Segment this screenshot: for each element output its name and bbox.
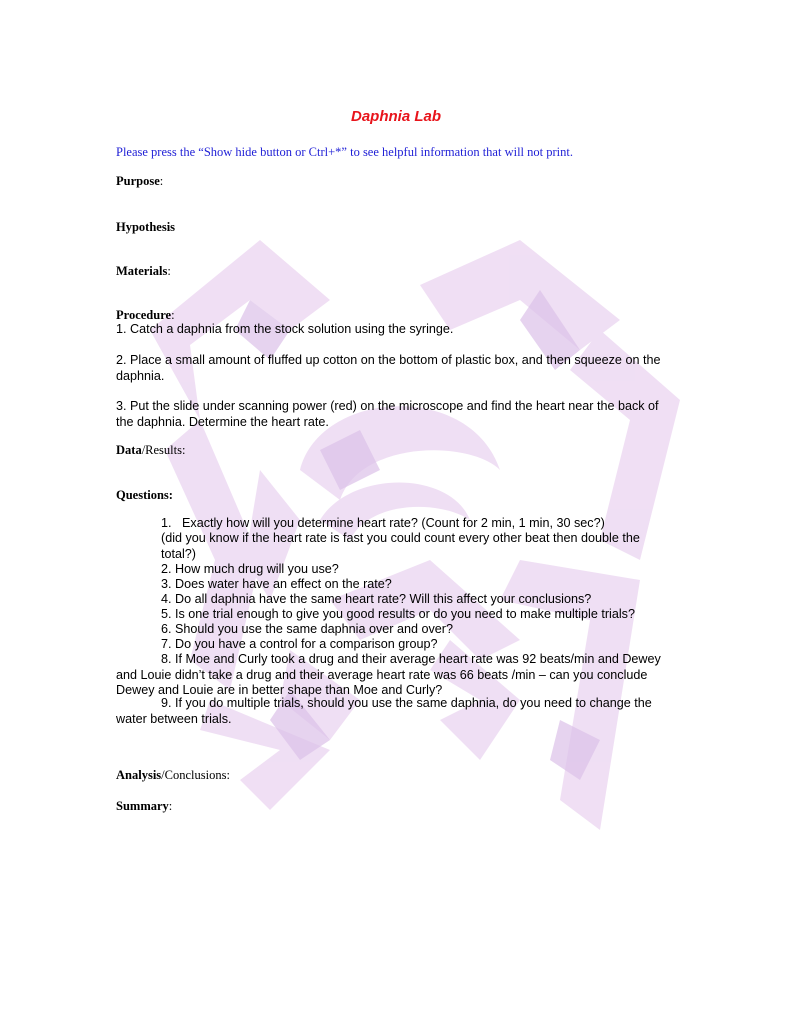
question-item: 9. If you do multiple trials, should you use the same daphnia, do you need to change the water between trials. — [116, 696, 652, 726]
data-results-heading — [116, 443, 185, 458]
question-item: 3. Does water have an effect on the rate? — [161, 577, 392, 591]
procedure-heading — [116, 308, 175, 323]
data-label: Data — [116, 443, 142, 457]
questions-heading — [116, 488, 173, 503]
document-title: Daphnia Lab — [350, 108, 441, 125]
summary-label: Summary — [116, 799, 169, 813]
purpose-label: Purpose — [116, 174, 160, 188]
hypothesis-heading — [116, 220, 175, 235]
question-item: 2. How much drug will you use? — [161, 562, 339, 576]
materials-colon: : — [167, 264, 171, 278]
results-label: /Results: — [141, 443, 186, 457]
procedure-step: 1. Catch a daphnia from the stock solution using the syringe. — [116, 322, 454, 336]
materials-heading — [116, 264, 171, 279]
procedure-colon: : — [171, 308, 175, 322]
procedure-step: 3. Put the slide under scanning power (red) on the microscope and find the heart near the back of the daphnia. Determine the heart rate. — [116, 399, 659, 429]
question-item: 8. If Moe and Curly took a drug and their average heart rate was 92 beats/min and Dewey and Louie didn’t take a drug and their average heart rate was 66 beats /min – can you conclude Dewey and Louie are in better shape than Moe and Curly? — [116, 652, 661, 697]
analysis-heading — [116, 768, 230, 783]
question-item: 6. Should you use the same daphnia over and over? — [161, 622, 453, 636]
summary-heading — [116, 799, 172, 814]
question-item: 5. Is one trial enough to give you good results or do you need to make multiple trials? — [161, 607, 635, 621]
purpose-colon: : — [159, 174, 164, 188]
show-hide-notice: Please press the “Show hide button or Ctrl+*” to see helpful information that will not print. — [116, 145, 573, 159]
procedure-step: 2. Place a small amount of fluffed up cotton on the bottom of plastic box, and then squeeze on the daphnia. — [116, 353, 661, 383]
summary-colon: : — [168, 799, 173, 813]
hypothesis-label: Hypothesis — [116, 220, 176, 234]
procedure-label: Procedure — [116, 308, 172, 322]
question-item: (did you know if the heart rate is fast you could count every other beat then double the total?) — [161, 531, 640, 561]
materials-label: Materials — [116, 264, 168, 278]
analysis-label: Analysis — [116, 768, 162, 782]
question-item: 1. Exactly how will you determine heart rate? (Count for 2 min, 1 min, 30 sec?) — [161, 516, 605, 530]
questions-label: Questions: — [116, 488, 173, 502]
question-item: 7. Do you have a control for a comparison group? — [161, 637, 438, 651]
purpose-heading — [116, 174, 163, 189]
question-item: 4. Do all daphnia have the same heart rate? Will this affect your conclusions? — [161, 592, 592, 606]
conclusions-label: /Conclusions: — [161, 768, 230, 782]
